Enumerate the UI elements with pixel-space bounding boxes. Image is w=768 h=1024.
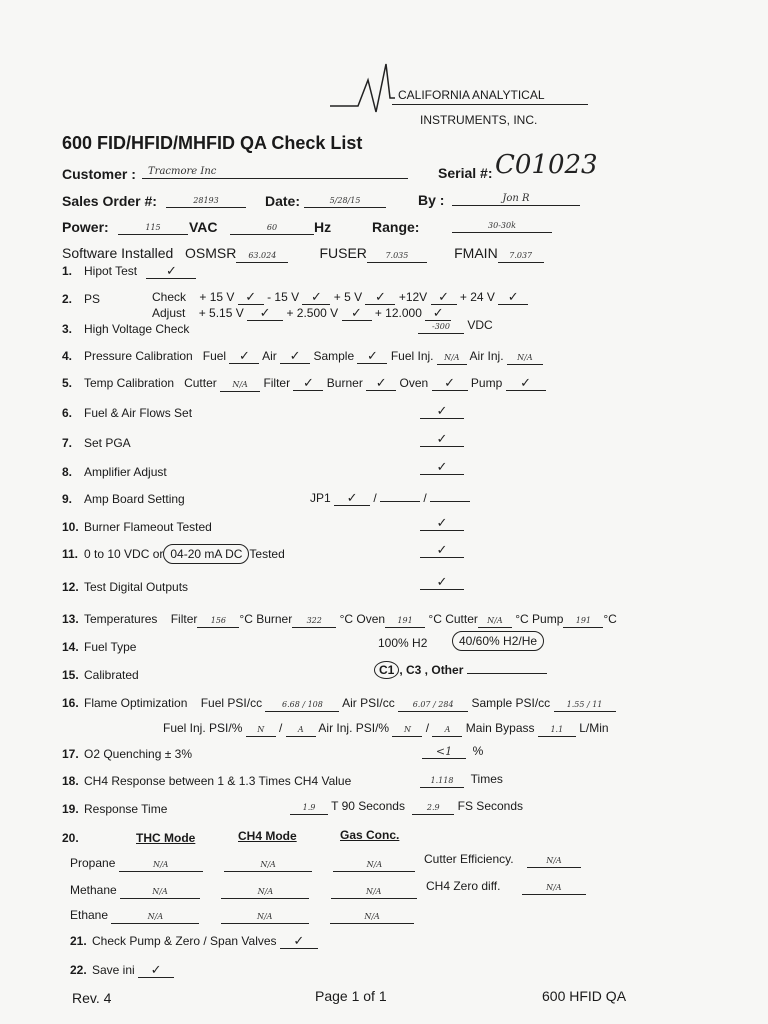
software-label: Software Installed <box>62 245 174 261</box>
pc-fuel-label: Fuel <box>202 349 227 363</box>
power-vac-value: 115 <box>118 222 188 235</box>
item-label: Hipot Test <box>84 264 138 278</box>
pc-sample-check[interactable]: ✓ <box>357 350 387 364</box>
item-label: Save ini <box>92 963 135 977</box>
pc-air-label: Air <box>262 349 277 363</box>
ps-label-a2500: + 2.500 V <box>286 306 339 320</box>
tc-filter-label: Filter <box>263 376 291 390</box>
thc-mode-header: THC Mode <box>136 831 196 845</box>
pc-airinj-label: Air Inj. <box>469 349 504 363</box>
ethane-ch4[interactable]: N/A <box>221 911 309 924</box>
item-number: 16. <box>62 696 79 710</box>
ch4-response-field[interactable] <box>420 772 503 788</box>
serial-value[interactable]: C01023 <box>495 150 598 180</box>
temp-filter-label: Filter <box>170 612 198 626</box>
flame-sample-psi-value[interactable]: 1.55 / 11 <box>554 699 616 712</box>
jp1-blank-2[interactable] <box>380 490 420 502</box>
ch4-response-unit: Times <box>470 772 503 786</box>
ch4-zero-row <box>426 879 586 895</box>
propane-row <box>70 856 415 872</box>
o2-quench-unit: % <box>472 744 484 758</box>
item-label: Fuel Type <box>84 640 137 654</box>
item-number: 17. <box>62 747 79 761</box>
item-12 <box>62 580 188 594</box>
power-label: Power: <box>62 219 109 235</box>
item-10 <box>62 520 212 534</box>
fmain-label: FMAIN <box>454 245 498 261</box>
methane-label: Methane <box>70 883 117 897</box>
tc-pump-check[interactable]: ✓ <box>506 377 546 391</box>
o2-quench-value: <1 <box>422 746 466 759</box>
item-5 <box>62 376 546 392</box>
item-label: Check Pump & Zero / Span Valves <box>92 934 277 948</box>
pc-fuelinj-value[interactable]: N/A <box>437 352 467 365</box>
item-4 <box>62 349 543 365</box>
fuser-value[interactable]: 7.035 <box>367 250 427 263</box>
ps-label-a12000: + 12.000 <box>374 306 422 320</box>
by-field[interactable] <box>452 190 580 206</box>
serial-label: Serial #: <box>438 165 493 181</box>
item-label: Calibrated <box>84 668 139 682</box>
flame-fuelinj-v1[interactable]: N <box>246 724 276 737</box>
ch4-mode-header: CH4 Mode <box>238 829 297 843</box>
flame-fuel-psi-value[interactable]: 6.68 / 108 <box>265 699 339 712</box>
item-label: Test Digital Outputs <box>84 580 189 594</box>
jp1-row: JP1 ✓ / / <box>310 490 470 506</box>
flame-fuelinj-v2[interactable]: A <box>286 724 316 737</box>
item-number: 8. <box>62 465 73 479</box>
item-label: High Voltage Check <box>84 322 190 336</box>
ch4-zero-label: CH4 Zero diff. <box>426 879 501 893</box>
date-label: Date: <box>265 193 301 209</box>
check-mark: ✓ <box>420 433 464 447</box>
footer-rev: Rev. 4 <box>72 990 112 1006</box>
sales-order-label: Sales Order #: <box>62 193 157 209</box>
item-number: 5. <box>62 376 73 390</box>
ethane-thc[interactable]: N/A <box>111 911 199 924</box>
item-11 <box>62 547 285 561</box>
tc-burner-label: Burner <box>326 376 363 390</box>
ps-check-p24[interactable]: ✓ <box>498 291 528 305</box>
ps-check-m15[interactable]: ✓ <box>302 291 330 305</box>
temp-oven-value[interactable]: 191 <box>385 615 425 628</box>
ps-adjust-12000[interactable]: ✓ <box>425 307 451 321</box>
date-field[interactable] <box>304 192 386 208</box>
tc-oven-label: Oven <box>399 376 429 390</box>
temp-burner-value[interactable]: 322 <box>292 615 336 628</box>
power-hz-field[interactable] <box>230 219 314 235</box>
range-field[interactable] <box>452 217 552 233</box>
check-mark: ✓ <box>420 461 464 475</box>
item-18 <box>62 774 351 788</box>
item-label: Response Time <box>84 802 168 816</box>
item-number: 15. <box>62 668 79 682</box>
temp-cutter-label: °C Cutter <box>428 612 478 626</box>
item-10-check[interactable] <box>420 516 464 531</box>
flame-fuel-psi-label: Fuel PSI/cc <box>200 696 263 710</box>
footer-page: Page 1 of 1 <box>315 988 387 1004</box>
temp-pump-value[interactable]: 191 <box>563 615 603 628</box>
range-value: 30-30k <box>452 220 552 233</box>
item-6-check[interactable] <box>420 404 464 419</box>
ps-adjust-2500[interactable]: ✓ <box>342 307 372 321</box>
page-title: 600 FID/HFID/MHFID QA Check List <box>62 133 363 153</box>
item-number: 6. <box>62 406 73 420</box>
ps-check-p15[interactable]: ✓ <box>238 291 264 305</box>
tc-filter-check[interactable]: ✓ <box>293 377 323 391</box>
pc-fuel-check[interactable]: ✓ <box>229 350 259 364</box>
item-22 <box>70 963 174 978</box>
temp-oven-label: °C Oven <box>339 612 386 626</box>
methane-thc[interactable]: N/A <box>120 886 200 899</box>
ps-adjust-row <box>152 306 451 321</box>
temp-cutter-value[interactable]: N/A <box>478 615 512 628</box>
by-value: Jon R <box>452 193 580 206</box>
customer-value: Tracmore Inc <box>142 166 408 179</box>
item-number: 22. <box>70 963 87 977</box>
power-hz-value: 60 <box>230 222 314 235</box>
ps-label-m15: - 15 V <box>267 290 300 304</box>
item-label: CH4 Response between 1 & 1.3 Times CH4 Value <box>84 774 352 788</box>
propane-label: Propane <box>70 856 116 870</box>
item-16-row-2: Fuel Inj. PSI/% N / A Air Inj. PSI/% N / A Main Bypass 1.1 L/Min <box>163 721 609 735</box>
ch4-response-value: 1.118 <box>420 775 464 788</box>
item-number: 21. <box>70 934 87 948</box>
ps-label-a515: + 5.15 V <box>198 306 244 320</box>
item-20-number <box>62 831 84 845</box>
item-number: 11. <box>62 547 79 561</box>
item-number: 12. <box>62 580 79 594</box>
item-number: 1. <box>62 264 73 278</box>
cutter-eff-value[interactable]: N/A <box>527 855 581 868</box>
calibrated-options <box>374 662 547 677</box>
response-time-row <box>290 799 523 815</box>
item-1 <box>62 264 196 279</box>
pc-air-check[interactable]: ✓ <box>280 350 310 364</box>
tc-cutter-label: Cutter <box>184 376 217 390</box>
propane-gas[interactable]: N/A <box>333 859 415 872</box>
tc-burner-check[interactable]: ✓ <box>366 377 396 391</box>
item-17 <box>62 747 192 761</box>
footer-doc: 600 HFID QA <box>542 988 627 1004</box>
item-label-a: 0 to 10 VDC or <box>84 547 164 561</box>
fs-value[interactable]: 2.9 <box>412 802 454 815</box>
item-label: Pressure Calibration <box>84 349 193 363</box>
cutter-eff-label: Cutter Efficiency. <box>424 852 514 866</box>
pump-valves-check[interactable]: ✓ <box>280 935 318 949</box>
flame-bypass-unit: L/Min <box>579 721 609 735</box>
flame-bypass-value[interactable]: 1.1 <box>538 724 576 737</box>
temp-unit: °C <box>603 612 617 626</box>
item-14 <box>62 640 136 654</box>
customer-label: Customer : <box>62 166 136 182</box>
by-label: By : <box>418 192 445 208</box>
temp-burner-label: °C Burner <box>239 612 293 626</box>
item-7-check[interactable] <box>420 432 464 447</box>
ps-label-p5: + 5 V <box>333 290 363 304</box>
methane-gas[interactable]: N/A <box>331 886 417 899</box>
propane-thc[interactable]: N/A <box>119 859 203 872</box>
item-2-label <box>62 292 100 306</box>
item-13 <box>62 612 617 628</box>
logo-rule <box>392 104 588 105</box>
customer-field[interactable] <box>142 163 408 179</box>
item-3 <box>62 322 189 336</box>
hv-unit: VDC <box>467 318 493 332</box>
t90-label: T 90 Seconds <box>331 799 405 813</box>
flame-airinj-v2[interactable]: A <box>432 724 462 737</box>
calibrated-other-blank[interactable] <box>467 662 547 674</box>
jp1-blank-3[interactable] <box>430 490 470 502</box>
ps-check-label: Check <box>152 290 187 304</box>
sales-order-field[interactable] <box>166 192 246 208</box>
methane-ch4[interactable]: N/A <box>221 886 309 899</box>
item-number: 19. <box>62 802 79 816</box>
flame-air-psi-value[interactable]: 6.07 / 284 <box>398 699 468 712</box>
item-label: O2 Quenching ± 3% <box>84 747 192 761</box>
item-number: 13. <box>62 612 79 626</box>
check-mark: ✓ <box>420 517 464 531</box>
item-12-check[interactable] <box>420 575 464 590</box>
ps-label-p15: + 15 V <box>199 290 235 304</box>
osmsr-value[interactable]: 63.024 <box>236 250 288 263</box>
hv-field[interactable] <box>418 318 493 334</box>
company-name: CALIFORNIA ANALYTICAL <box>398 88 545 102</box>
check-mark: ✓ <box>420 405 464 419</box>
ethane-label: Ethane <box>70 908 109 922</box>
t90-value[interactable]: 1.9 <box>290 802 328 815</box>
item-number: 4. <box>62 349 73 363</box>
item-number: 3. <box>62 322 73 336</box>
check-mark: ✓ <box>420 544 464 558</box>
flame-airinj-label: Air Inj. PSI/% <box>318 721 390 735</box>
vac-label: VAC <box>189 219 218 235</box>
ps-adjust-515[interactable]: ✓ <box>247 307 283 321</box>
item-8-check[interactable] <box>420 460 464 475</box>
fs-label: FS Seconds <box>457 799 524 813</box>
osmsr-label: OSMSR <box>184 245 237 261</box>
save-ini-check[interactable]: ✓ <box>138 964 174 978</box>
tc-pump-label: Pump <box>470 376 503 390</box>
pc-airinj-value[interactable]: N/A <box>507 352 543 365</box>
item-label-c: Tested <box>249 547 285 561</box>
hz-label: Hz <box>314 219 332 235</box>
flame-bypass-label: Main Bypass <box>465 721 535 735</box>
ps-check-p5[interactable]: ✓ <box>365 291 395 305</box>
jp1-check[interactable]: ✓ <box>334 492 370 506</box>
ps-check-row <box>152 290 528 305</box>
pc-fuelinj-label: Fuel Inj. <box>390 349 434 363</box>
calibrated-c1-circled[interactable]: C1 <box>374 661 399 679</box>
ps-label-p12: +12V <box>398 290 428 304</box>
hv-value: -300 <box>418 321 464 334</box>
cutter-eff-row <box>424 852 581 868</box>
flame-airinj-v1[interactable]: N <box>392 724 422 737</box>
jp1-label: JP1 <box>310 491 331 505</box>
company-sub: INSTRUMENTS, INC. <box>420 113 538 127</box>
range-label: Range: <box>372 219 420 235</box>
ethane-row <box>70 908 414 924</box>
sales-order-value: 28193 <box>166 195 246 208</box>
item-number: 9. <box>62 492 73 506</box>
item-8 <box>62 465 167 479</box>
ps-label-p24: + 24 V <box>459 290 495 304</box>
pc-sample-label: Sample <box>313 349 355 363</box>
gas-conc-header: Gas Conc. <box>340 828 400 842</box>
item-19 <box>62 802 167 816</box>
item-label: Burner Flameout Tested <box>84 520 212 534</box>
item-15 <box>62 668 139 682</box>
item-label: Temp Calibration <box>84 376 175 390</box>
item-number: 18. <box>62 774 79 788</box>
fuel-type-opt2-circled[interactable]: 40/60% H2/He <box>452 631 544 651</box>
calibrated-rest: , C3 , Other <box>399 663 464 677</box>
item-label: Set PGA <box>84 436 131 450</box>
methane-row <box>70 883 417 899</box>
item-21 <box>70 934 318 949</box>
item-9 <box>62 492 185 506</box>
item-label-b-circled: 04-20 mA DC <box>163 544 249 564</box>
check-mark: ✓ <box>420 576 464 590</box>
item-label: Amp Board Setting <box>84 492 185 506</box>
item-number: 14. <box>62 640 79 654</box>
ps-adjust-label: Adjust <box>152 306 186 320</box>
item-label: PS <box>84 292 101 306</box>
fuser-label: FUSER <box>319 245 367 261</box>
temp-pump-label: °C Pump <box>515 612 564 626</box>
item-11-check[interactable] <box>420 543 464 558</box>
item-number: 2. <box>62 292 73 306</box>
company-logo-waveform <box>330 62 395 122</box>
item-number: 7. <box>62 436 73 450</box>
flame-fuelinj-label: Fuel Inj. PSI/% <box>163 721 243 735</box>
temp-filter-value[interactable]: 156 <box>197 615 239 628</box>
propane-ch4[interactable]: N/A <box>224 859 312 872</box>
ch4-zero-value[interactable]: N/A <box>522 882 586 895</box>
tc-cutter-value[interactable]: N/A <box>220 379 260 392</box>
item-label: Flame Optimization <box>84 696 188 710</box>
flame-sample-psi-label: Sample PSI/cc <box>471 696 551 710</box>
power-vac-field[interactable] <box>118 219 188 235</box>
fuel-type-opt1[interactable]: 100% H2 <box>378 636 428 650</box>
flame-air-psi-label: Air PSI/cc <box>342 696 395 710</box>
tc-oven-check[interactable]: ✓ <box>432 377 468 391</box>
item-7 <box>62 436 131 450</box>
software-installed-row <box>62 245 544 263</box>
o2-quench-field[interactable] <box>422 744 483 759</box>
item-label: Fuel & Air Flows Set <box>84 406 193 420</box>
ps-check-p12[interactable]: ✓ <box>431 291 457 305</box>
ethane-gas[interactable]: N/A <box>330 911 414 924</box>
item-6 <box>62 406 192 420</box>
item-label: Temperatures <box>84 612 158 626</box>
date-value: 5/28/15 <box>304 195 386 208</box>
item-number: 10. <box>62 520 79 534</box>
fmain-value[interactable]: 7.037 <box>498 250 544 263</box>
item-label: Amplifier Adjust <box>84 465 167 479</box>
item-number: 20. <box>62 831 79 845</box>
hipot-check[interactable]: ✓ <box>146 265 196 279</box>
item-16 <box>62 696 616 712</box>
